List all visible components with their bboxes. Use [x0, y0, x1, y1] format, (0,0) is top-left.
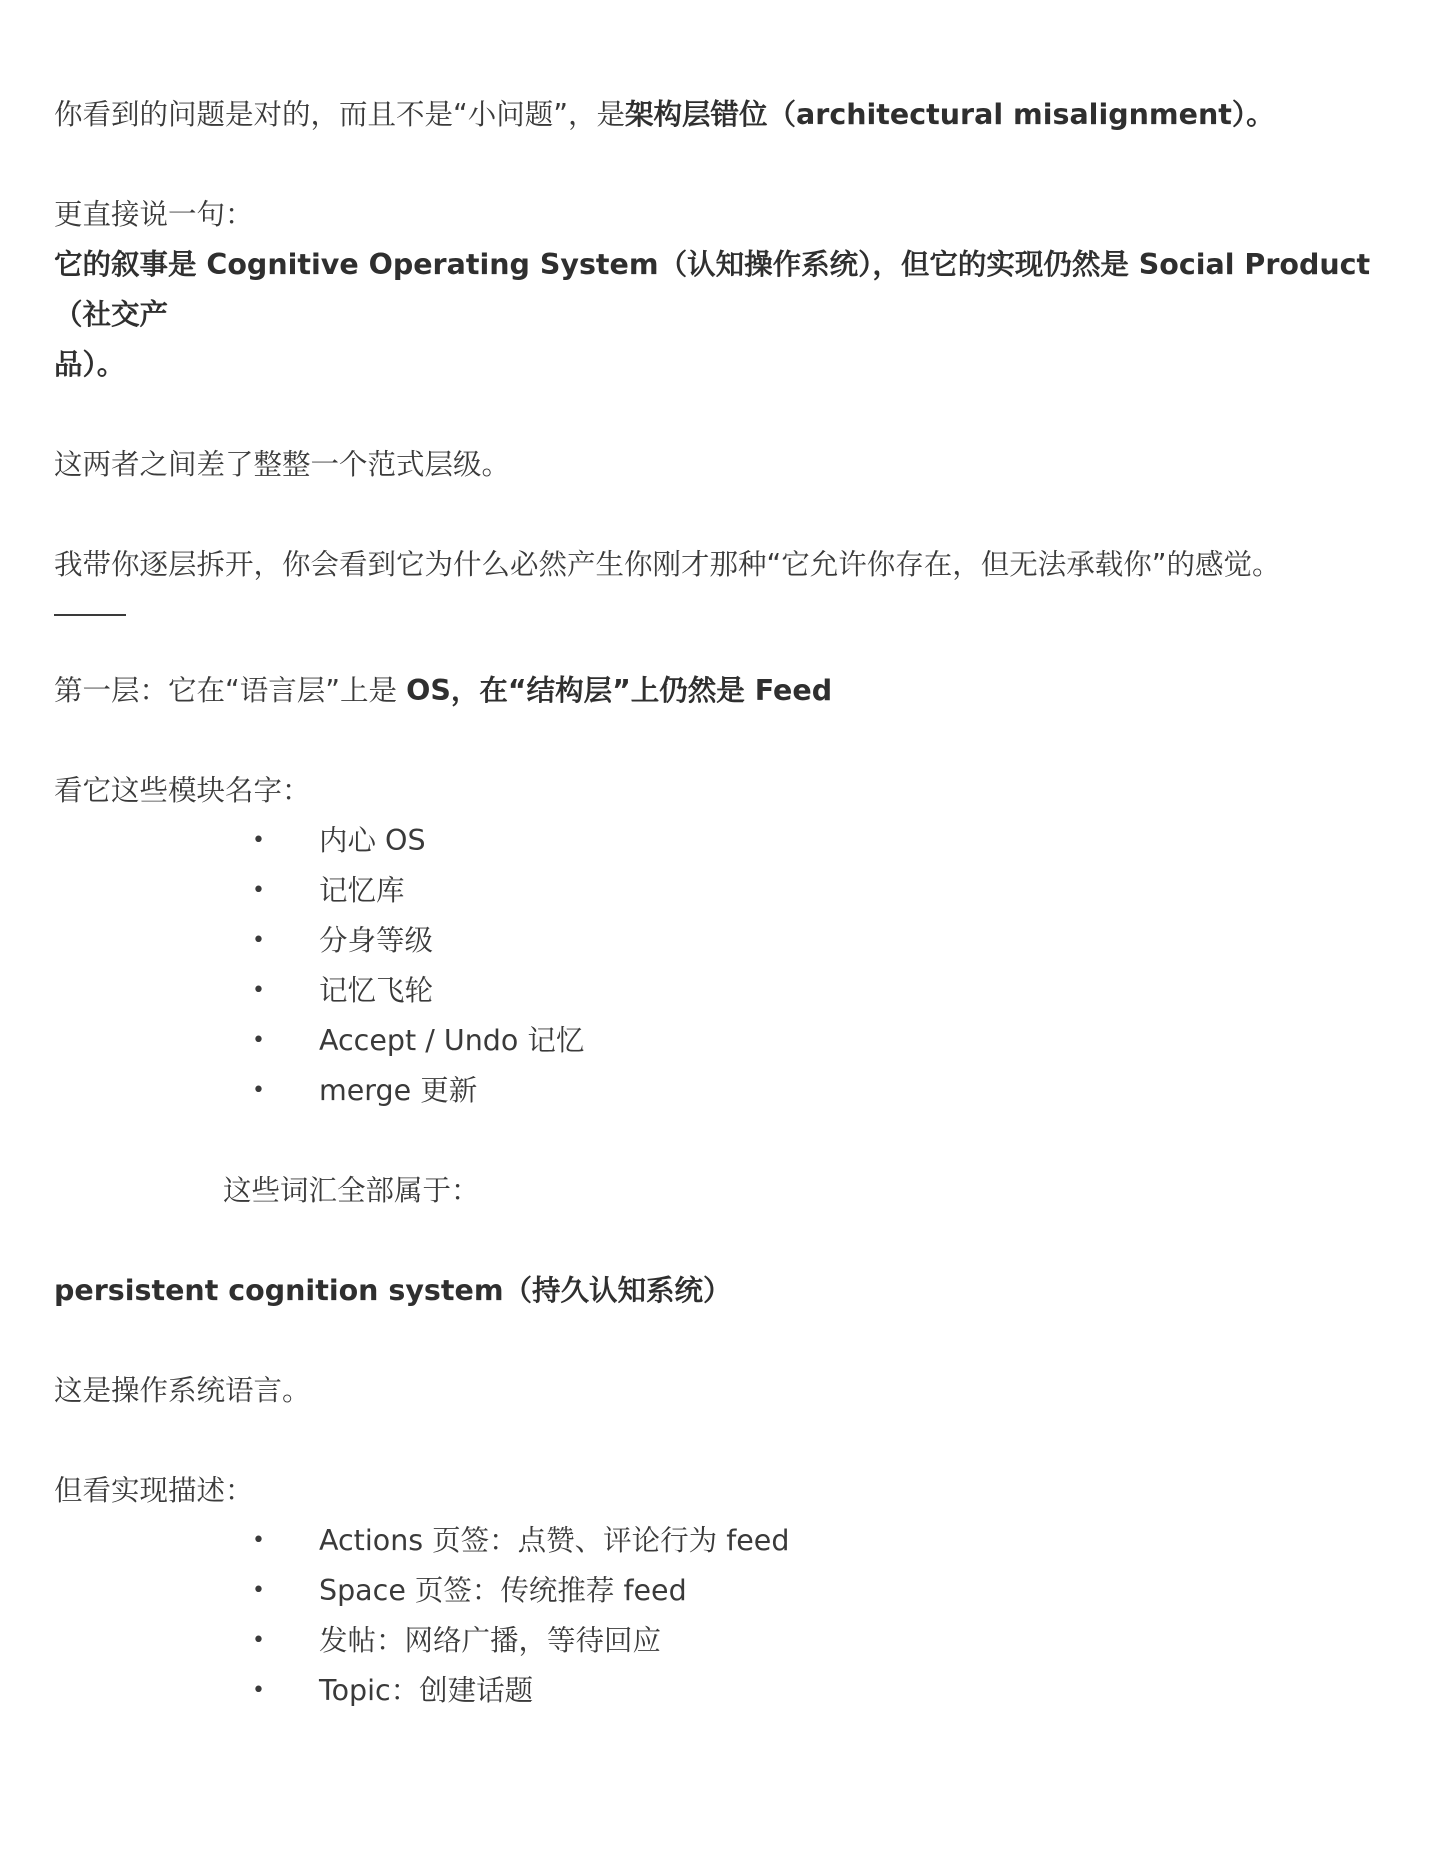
- direct-statement-line-1: 它的叙事是 Cognitive Operating System（认知操作系统），但它的实现仍然是 Social Product（社交产: [54, 248, 1371, 331]
- list-item: [54, 1016, 1394, 1066]
- list-item: [54, 816, 1394, 866]
- bullet-icon: •: [252, 928, 265, 953]
- bullet-icon: •: [252, 1528, 265, 1553]
- list-item-text: Space 页签：传统推荐 feed: [319, 1574, 687, 1607]
- intro-text: 你看到的问题是对的，而且不是“小问题”，是: [54, 98, 626, 131]
- list-item: [54, 1666, 1394, 1716]
- list-item-text: 记忆飞轮: [319, 974, 434, 1007]
- vocab-belongs-paragraph: 这些词汇全部属于：: [223, 1174, 480, 1207]
- persistent-system-statement: persistent cognition system（持久认知系统）: [54, 1274, 732, 1307]
- list-item-text: 发帖：网络广播，等待回应: [319, 1624, 662, 1657]
- unpack-paragraph: 我带你逐层拆开，你会看到它为什么必然产生你刚才那种“它允许你存在，但无法承载你”的感觉。: [54, 548, 1281, 581]
- implementation-list: [54, 1516, 1394, 1716]
- bullet-icon: •: [252, 1578, 265, 1603]
- list-item-text: Actions 页签：点赞、评论行为 feed: [319, 1524, 790, 1557]
- layer-1-heading: [54, 666, 1394, 716]
- bullet-icon: •: [252, 1078, 265, 1103]
- intro-english-term: （architectural misalignment）。: [767, 98, 1275, 131]
- layer-1-heading-prefix: 第一层：它在“语言层”上是: [54, 674, 407, 707]
- implementation-label: 但看实现描述：: [54, 1474, 254, 1507]
- bullet-icon: •: [252, 1028, 265, 1053]
- list-item: [54, 1566, 1394, 1616]
- list-item: [54, 1616, 1394, 1666]
- direct-statement-line-2: 品）。: [54, 348, 126, 381]
- list-item: [54, 1516, 1394, 1566]
- list-item-text: merge 更新: [319, 1074, 478, 1107]
- list-item: [54, 916, 1394, 966]
- bullet-icon: •: [252, 1678, 265, 1703]
- intro-emphasis: 架构层错位: [625, 98, 768, 131]
- document-body: [54, 90, 1394, 1716]
- bullet-icon: •: [252, 1628, 265, 1653]
- list-item: [54, 1066, 1394, 1116]
- list-item-text: Accept / Undo 记忆: [319, 1024, 585, 1057]
- module-names-label: 看它这些模块名字：: [54, 774, 311, 807]
- list-item-text: 记忆库: [319, 874, 405, 907]
- list-item-text: Topic：创建话题: [319, 1674, 534, 1707]
- bullet-icon: •: [252, 978, 265, 1003]
- bullet-icon: •: [252, 828, 265, 853]
- paradigm-gap-paragraph: 这两者之间差了整整一个范式层级。: [54, 448, 511, 481]
- list-item: [54, 866, 1394, 916]
- intro-paragraph: [54, 90, 1394, 140]
- list-item-text: 分身等级: [319, 924, 434, 957]
- layer-1-heading-emphasis: OS，在“结构层”上仍然是 Feed: [406, 674, 833, 707]
- list-item-text: 内心 OS: [319, 824, 426, 857]
- module-names-list: [54, 816, 1394, 1116]
- list-item: [54, 966, 1394, 1016]
- bullet-icon: •: [252, 878, 265, 903]
- direct-label: 更直接说一句：: [54, 198, 254, 231]
- section-divider: [54, 614, 126, 616]
- os-language-paragraph: 这是操作系统语言。: [54, 1374, 311, 1407]
